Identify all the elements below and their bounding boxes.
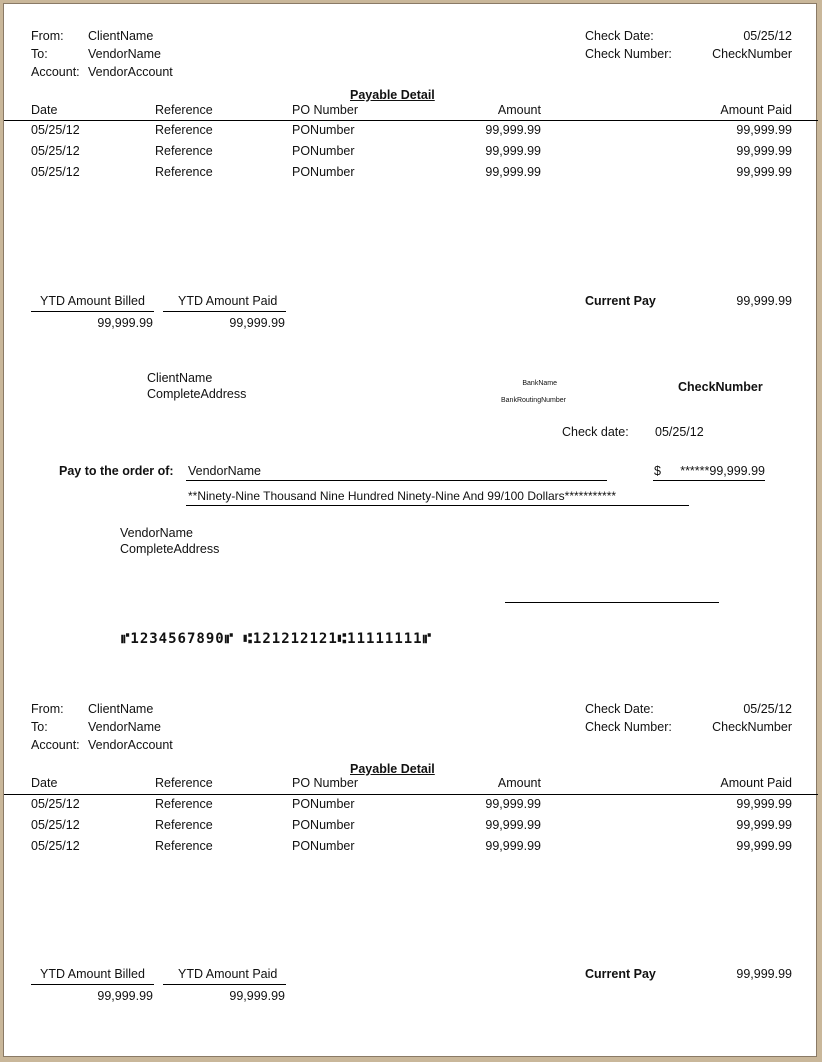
row-po-number: PONumber [292,165,355,179]
row-reference: Reference [155,144,213,158]
ytd-billed-label: YTD Amount Billed [40,294,145,308]
check-amount: ******99,999.99 [680,464,765,478]
account-value: VendorAccount [88,738,173,752]
from-label: From: [31,702,64,716]
check-number: CheckNumber [678,380,763,394]
account-value: VendorAccount [88,65,173,79]
row-po-number: PONumber [292,123,355,137]
row-amount: 99,999.99 [485,144,541,158]
amount-line [653,480,765,481]
row-date: 05/25/12 [31,839,80,853]
row-po-number: PONumber [292,797,355,811]
current-pay-label: Current Pay [585,294,656,308]
col-amount-paid-header: Amount Paid [720,776,792,790]
col-po-number-header: PO Number [292,103,358,117]
row-po-number: PONumber [292,818,355,832]
row-reference: Reference [155,839,213,853]
col-amount-paid-header: Amount Paid [720,103,792,117]
amount-in-words: **Ninety-Nine Thousand Nine Hundred Ninety-Nine And 99/100 Dollars*********** [188,489,617,503]
account-label: Account: [31,738,80,752]
account-label: Account: [31,65,80,79]
payable-detail-title: Payable Detail [350,762,435,776]
payee-name: VendorName [188,464,261,478]
payable-detail-title: Payable Detail [350,88,435,102]
ytd-paid-underline [163,984,286,985]
check-date-label: Check date: [562,425,629,439]
to-label: To: [31,720,48,734]
micr-line: ⑈1234567890⑈ ⑆121212121⑆11111111⑈ [121,631,433,647]
row-date: 05/25/12 [31,818,80,832]
row-reference: Reference [155,818,213,832]
check-number-value: CheckNumber [712,720,792,734]
col-reference-header: Reference [155,776,213,790]
col-date-header: Date [31,776,58,790]
row-po-number: PONumber [292,839,355,853]
row-amount: 99,999.99 [485,797,541,811]
row-amount-paid: 99,999.99 [736,797,792,811]
ytd-paid-underline [163,311,286,312]
current-pay-label: Current Pay [585,967,656,981]
row-reference: Reference [155,123,213,137]
ytd-billed-underline [31,984,154,985]
check-number-label: Check Number: [585,47,672,61]
row-date: 05/25/12 [31,123,80,137]
row-amount-paid: 99,999.99 [736,165,792,179]
pay-to-label: Pay to the order of: [59,464,174,478]
row-amount-paid: 99,999.99 [736,144,792,158]
row-reference: Reference [155,797,213,811]
check-date-value: 05/25/12 [743,702,792,716]
check-date-label: Check Date: [585,702,654,716]
check-vendor-name: VendorName [120,526,193,540]
ytd-billed-value: 99,999.99 [97,989,153,1003]
ytd-paid-label: YTD Amount Paid [178,967,278,981]
row-po-number: PONumber [292,144,355,158]
row-amount-paid: 99,999.99 [736,839,792,853]
row-amount: 99,999.99 [485,818,541,832]
dollar-sign: $ [654,464,661,478]
amount-words-line [186,505,689,506]
current-pay-value: 99,999.99 [736,294,792,308]
col-amount-header: Amount [497,103,541,117]
row-amount: 99,999.99 [485,839,541,853]
bank-routing-number: BankRoutingNumber [501,397,566,404]
ytd-billed-value: 99,999.99 [97,316,153,330]
document-page [3,3,817,1057]
ytd-paid-label: YTD Amount Paid [178,294,278,308]
header-divider [4,120,818,121]
from-value: ClientName [88,29,154,43]
payee-line [186,480,607,481]
signature-line [505,602,719,603]
current-pay-value: 99,999.99 [736,967,792,981]
row-date: 05/25/12 [31,165,80,179]
check-date-value: 05/25/12 [655,425,704,439]
from-value: ClientName [88,702,154,716]
check-date-value: 05/25/12 [743,29,792,43]
to-value: VendorName [88,47,161,61]
row-amount-paid: 99,999.99 [736,818,792,832]
from-label: From: [31,29,64,43]
to-label: To: [31,47,48,61]
ytd-billed-underline [31,311,154,312]
check-number-value: CheckNumber [712,47,792,61]
col-po-number-header: PO Number [292,776,358,790]
col-amount-header: Amount [497,776,541,790]
row-date: 05/25/12 [31,144,80,158]
row-date: 05/25/12 [31,797,80,811]
row-amount: 99,999.99 [485,123,541,137]
ytd-billed-label: YTD Amount Billed [40,967,145,981]
row-amount: 99,999.99 [485,165,541,179]
header-divider [4,794,818,795]
row-amount-paid: 99,999.99 [736,123,792,137]
check-client-name: ClientName [147,371,213,385]
ytd-paid-value: 99,999.99 [229,989,285,1003]
bank-name: BankName [522,380,557,387]
check-client-address: CompleteAddress [147,387,247,401]
check-vendor-address: CompleteAddress [120,542,220,556]
row-reference: Reference [155,165,213,179]
col-date-header: Date [31,103,58,117]
to-value: VendorName [88,720,161,734]
check-number-label: Check Number: [585,720,672,734]
check-date-label: Check Date: [585,29,654,43]
col-reference-header: Reference [155,103,213,117]
ytd-paid-value: 99,999.99 [229,316,285,330]
